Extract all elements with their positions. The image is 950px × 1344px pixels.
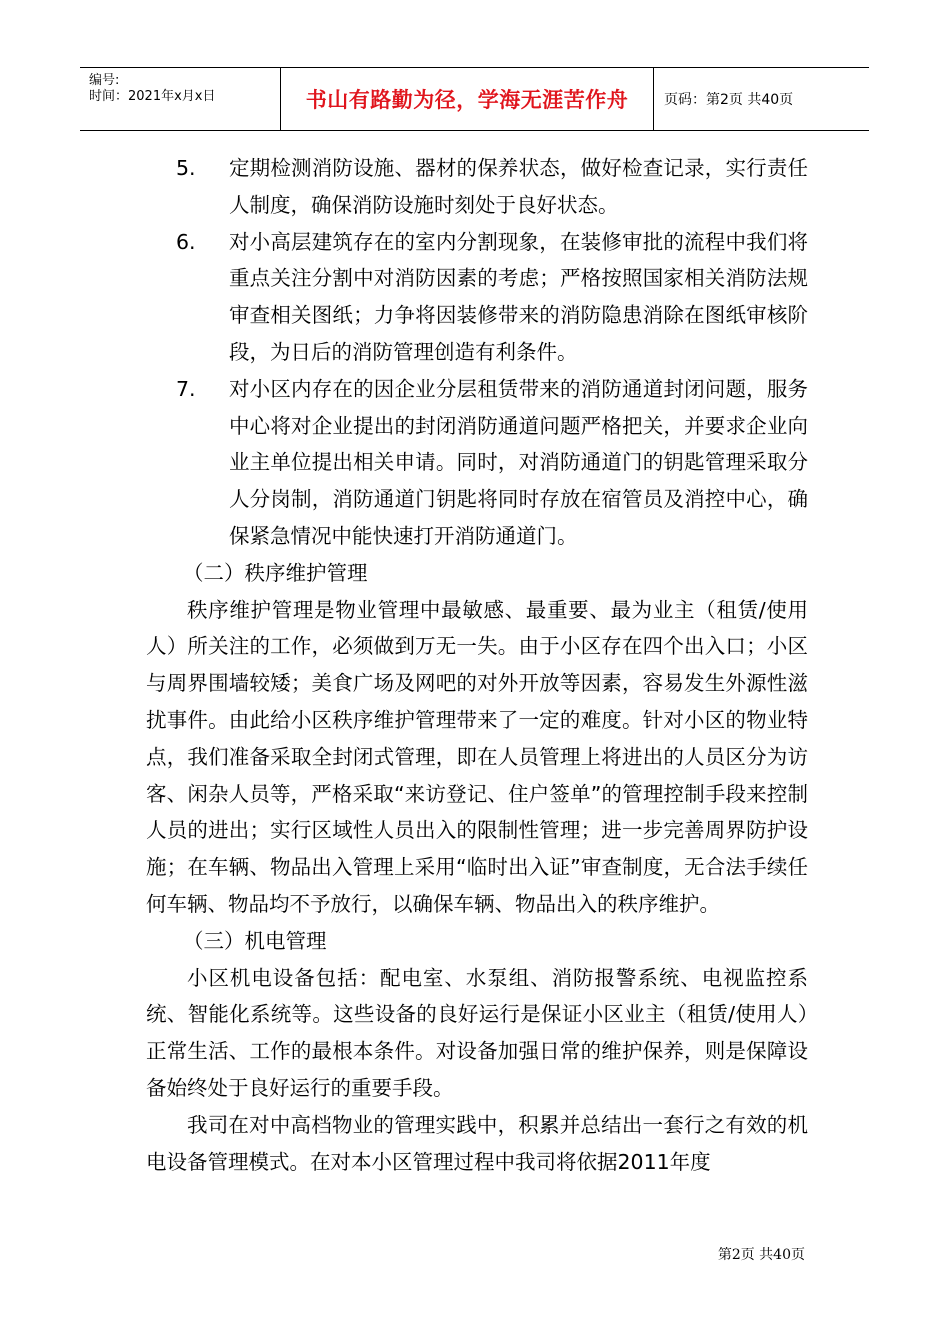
section-heading: （二）秩序维护管理: [183, 560, 368, 585]
list-item: [146, 150, 808, 224]
header-motto: 书山有路勤为径，学海无涯苦作舟: [281, 68, 654, 130]
list-item: [146, 371, 808, 555]
document-time-label: 时间：2021年x月x日: [89, 89, 216, 104]
list-item-number: 5.: [176, 156, 196, 180]
list-item-text: 对小区内存在的因企业分层租赁带来的消防通道封闭问题，服务中心将对企业提出的封闭消防通道问题严格把关，并要求企业向业主单位提出相关申请。同时，对消防通道门的钥匙管理采取分人分岗制，消防通道门钥匙将同时存放在宿管员及消控中心，确保紧急情况中能快速打开消防通道门。: [229, 376, 808, 548]
list-item: [146, 224, 808, 371]
header-meta: [80, 68, 281, 130]
header-page-info: 页码：第2页 共40页: [664, 92, 794, 108]
list-item-number: 6.: [176, 229, 196, 254]
section-heading: （三）机电管理: [183, 928, 327, 953]
paragraph: 秩序维护管理是物业管理中最敏感、最重要、最为业主（租赁/使用人）所关注的工作，必须做到万无一失。由于小区存在四个出入口；小区与周界围墙较矮；美食广场及网吧的对外开放等因素，容易发生外源性滋扰事件。由此给小区秩序维护管理带来了一定的难度。针对小区的物业特点，我们准备采取全封闭式管理，即在人员管理上将进出的人员区分为访客、闲杂人员等，严格采取“来访登记、住户签单”的管理控制手段来控制人员的进出；实行区域性人员出入的限制性管理；进一步完善周界防护设施；在车辆、物品出入管理上采用“临时出入证”审查制度，无合法手续任何车辆、物品均不予放行，以确保车辆、物品出入的秩序维护。: [146, 597, 808, 916]
list-item-text: 定期检测消防设施、器材的保养状态，做好检查记录，实行责任人制度，确保消防设施时刻处于良好状态。: [229, 156, 808, 217]
page-footer: 第2页 共40页: [717, 1247, 805, 1263]
document-number-label: 编号:: [89, 73, 120, 88]
list-item-text: 对小高层建筑存在的室内分割现象，在装修审批的流程中我们将重点关注分割中对消防因素的考虑；严格按照国家相关消防法规审查相关图纸；力争将因装修带来的消防隐患消除在图纸审核阶段，为日后的消防管理创造有利条件。: [229, 229, 808, 364]
document-body: [146, 150, 808, 1180]
paragraph: 小区机电设备包括：配电室、水泵组、消防报警系统、电视监控系统、智能化系统等。这些设备的良好运行是保证小区业主（租赁/使用人）正常生活、工作的最根本条件。对设备加强日常的维护保养，则是保障设备始终处于良好运行的重要手段。: [146, 965, 808, 1100]
page-header: [80, 67, 869, 131]
paragraph: 我司在对中高档物业的管理实践中，积累并总结出一套行之有效的机电设备管理模式。在对本小区管理过程中我司将依据2011年度: [146, 1112, 808, 1174]
list-item-number: 7.: [176, 376, 196, 401]
